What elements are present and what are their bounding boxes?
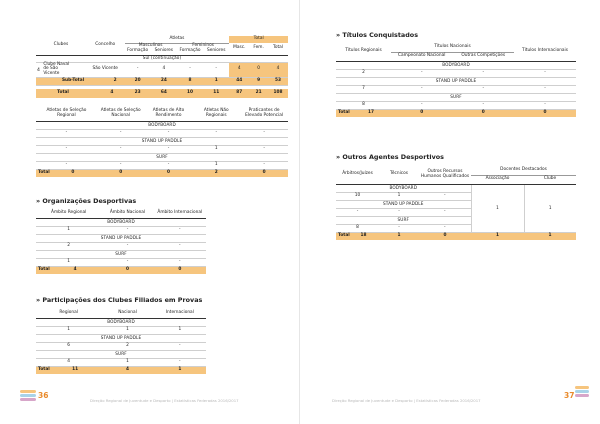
subtotal-val: 1 xyxy=(203,78,229,86)
total-val: 0 xyxy=(97,169,145,177)
header-selecao-regional: Atletas de Seleção Regional xyxy=(36,107,97,121)
titles-table xyxy=(336,43,576,117)
value-cell: - xyxy=(154,342,206,350)
club-val: - xyxy=(203,62,229,78)
subtotal-label xyxy=(36,78,125,86)
value-cell: - xyxy=(154,226,206,234)
value-cell: - xyxy=(154,242,206,250)
header-clube: Clube xyxy=(524,175,576,184)
total-label: Total xyxy=(36,266,49,274)
footer-text-right: Direção Regional de Juventude e Desporto | Estatísticas Federadas 2016/2017 xyxy=(332,398,481,403)
club-number: 4 xyxy=(37,68,40,74)
value-cell: - xyxy=(379,208,419,216)
discipline-label: BODYBOARD xyxy=(36,218,206,226)
header-masc: Masc. xyxy=(229,43,249,55)
page-number-left: 36 xyxy=(38,391,49,400)
value-cell: 2 xyxy=(336,69,391,77)
total-val: 11 xyxy=(203,89,229,98)
athlete-categories-table xyxy=(36,107,288,177)
subtotal-val: 53 xyxy=(268,78,288,86)
page-number-right: 37 xyxy=(564,391,575,400)
total-val: 108 xyxy=(268,89,288,98)
header-femininos: Femininos xyxy=(192,42,214,48)
header-titulos-internacionais: Títulos Internacionais xyxy=(514,43,576,61)
value-cell: - xyxy=(36,161,97,169)
value-cell: - xyxy=(391,85,453,93)
header-selecao-nacional: Atletas de Seleção Nacional xyxy=(97,107,145,121)
value-cell: - xyxy=(391,101,453,109)
total-val: 87 xyxy=(229,89,249,98)
total-val: 0 xyxy=(391,109,453,117)
value-cell: - xyxy=(101,242,153,250)
header-campeonato-nacional: Campeonato Nacional xyxy=(391,52,453,61)
value-cell: 1 xyxy=(101,358,153,366)
header-tecnicos: Técnicos xyxy=(379,166,419,184)
header-masculinos: Masculinos xyxy=(138,42,163,48)
total-val: 4 xyxy=(49,266,101,274)
total-val: 4 xyxy=(101,366,153,374)
value-cell: - xyxy=(379,224,419,232)
value-cell: 1 xyxy=(36,326,101,334)
value-cell: 1 xyxy=(36,226,101,234)
value-cell: 10 xyxy=(336,192,379,200)
participations-table xyxy=(36,309,206,374)
subtotal-val: 9 xyxy=(249,78,268,86)
total-val: 0 xyxy=(145,169,193,177)
header-fem: Fem. xyxy=(249,43,268,55)
value-cell: 4 xyxy=(36,358,101,366)
discipline-label: STAND UP PADDLE xyxy=(36,334,206,342)
header-nao-regionais: Atletas Não Regionais xyxy=(192,107,240,121)
header-seniores-m: Seniores xyxy=(151,49,177,55)
value-cell: 6 xyxy=(36,342,101,350)
header-ambito-regional: Âmbito Regional xyxy=(36,209,101,218)
club-cell xyxy=(36,62,86,78)
value-cell: - xyxy=(154,358,206,366)
header-concelho: Concelho xyxy=(86,36,125,55)
total-val: 0 xyxy=(240,169,288,177)
total-val: 64 xyxy=(151,89,177,98)
subtotal-val: 20 xyxy=(125,78,151,86)
discipline-label: STAND UP PADDLE xyxy=(336,200,471,208)
header-regional: Regional xyxy=(36,309,101,318)
organizations-table xyxy=(36,209,206,274)
section-note: Sul (continuação) xyxy=(36,55,288,62)
header-arbitros: Árbitros/Juízes xyxy=(336,166,379,184)
total-val: 1 xyxy=(471,232,524,240)
value-cell: - xyxy=(336,208,379,216)
discipline-label: BODYBOARD xyxy=(36,121,288,129)
total-val: 11 xyxy=(49,366,101,374)
value-cell: - xyxy=(514,69,576,77)
header-total: Total xyxy=(229,36,288,43)
discipline-label: BODYBOARD xyxy=(336,184,471,192)
footer-text-left: Direção Regional de Juventude e Desporto | Estatísticas Federadas 2016/2017 xyxy=(90,398,239,403)
value-cell: - xyxy=(97,145,145,153)
header-formacao-m: Formação xyxy=(125,49,151,55)
discipline-label: STAND UP PADDLE xyxy=(36,137,288,145)
total-val: 17 xyxy=(351,109,391,117)
value-cell: - xyxy=(192,129,240,137)
discipline-label: STAND UP PADDLE xyxy=(336,77,576,85)
total-text: Total xyxy=(57,89,69,95)
value-cell: 8 xyxy=(336,101,391,109)
total-val: 10 xyxy=(177,89,203,98)
value-cell: - xyxy=(97,129,145,137)
total-val: 0 xyxy=(453,109,515,117)
header-internacional: Internacional xyxy=(154,309,206,318)
header-docentes: Docentes Destacados xyxy=(471,166,576,175)
club-val: 4 xyxy=(229,62,249,78)
value-cell: - xyxy=(419,208,471,216)
discipline-label: STAND UP PADDLE xyxy=(36,234,206,242)
stripe xyxy=(20,394,36,397)
discipline-label: BODYBOARD xyxy=(336,61,576,69)
total-val: 0 xyxy=(419,232,471,240)
subtotal-text: Sub-Total xyxy=(61,78,85,84)
total-val: 0 xyxy=(101,266,153,274)
header-titulos-nacionais: Títulos Nacionais xyxy=(391,43,514,52)
subtotal-clubs: 2 xyxy=(113,78,117,84)
header-ambito-internacional: Âmbito Internacional xyxy=(154,209,206,218)
discipline-label: SURF xyxy=(336,216,471,224)
value-cell: - xyxy=(240,161,288,169)
total-val: 1 xyxy=(379,232,419,240)
header-alto-rendimento: Atletas de Alto Rendimento xyxy=(145,107,193,121)
header-seniores-f: Seniores xyxy=(203,49,229,55)
value-cell: - xyxy=(453,101,515,109)
total-label: Total xyxy=(336,232,348,240)
value-cell: - xyxy=(154,258,206,266)
total-val: 1 xyxy=(154,366,206,374)
value-cell: 7 xyxy=(336,85,391,93)
value-cell: 1 xyxy=(192,161,240,169)
total-label-cell xyxy=(36,89,125,98)
value-cell: - xyxy=(453,69,515,77)
discipline-label: BODYBOARD xyxy=(36,318,206,326)
value-cell: - xyxy=(36,129,97,137)
total-val: 1 xyxy=(524,232,576,240)
header-elevado-potencial: Praticantes de Elevado Potencial xyxy=(240,107,288,121)
value-cell: - xyxy=(145,161,193,169)
value-cell: 1 xyxy=(154,326,206,334)
participations-title: » Participações dos Clubes Filiados em Provas xyxy=(36,296,203,304)
total-val: 2 xyxy=(192,169,240,177)
value-cell: - xyxy=(240,145,288,153)
value-cell: 1 xyxy=(192,145,240,153)
value-cell: - xyxy=(391,69,453,77)
club-val: 4 xyxy=(151,62,177,78)
value-cell: - xyxy=(240,129,288,137)
club-name: Clube Naval de São Vicente xyxy=(43,61,70,77)
total-label: Total xyxy=(336,109,351,117)
total-clubs: 4 xyxy=(110,89,114,95)
club-val: 0 xyxy=(249,62,268,78)
page-right xyxy=(300,0,600,424)
value-cell: 8 xyxy=(336,224,379,232)
header-outros-recursos: Outros Recursos Humanos Qualificados xyxy=(419,166,471,184)
header-ambito-nacional: Âmbito Nacional xyxy=(101,209,153,218)
stripe xyxy=(20,390,36,393)
value-cell: - xyxy=(145,129,193,137)
total-val: 0 xyxy=(154,266,206,274)
total-label: Total xyxy=(36,169,49,177)
value-cell: - xyxy=(419,224,471,232)
stripe xyxy=(575,390,589,393)
total-val: 0 xyxy=(514,109,576,117)
value-cell: - xyxy=(514,85,576,93)
subtotal-val: 24 xyxy=(151,78,177,86)
header-clubes: Clubes xyxy=(36,36,86,55)
discipline-label: SURF xyxy=(36,153,288,161)
docentes-clube: 1 xyxy=(524,184,576,232)
header-associacao: Associação xyxy=(471,175,524,184)
total-val: 23 xyxy=(125,89,151,98)
value-cell: 2 xyxy=(36,242,101,250)
discipline-label: SURF xyxy=(36,350,206,358)
value-cell: 1 xyxy=(36,258,101,266)
value-cell: 1 xyxy=(101,326,153,334)
total-label: Total xyxy=(36,366,49,374)
stripe xyxy=(575,394,589,397)
value-cell: - xyxy=(36,145,97,153)
stripe xyxy=(575,386,589,389)
club-val: - xyxy=(177,62,203,78)
header-formacao-f: Formação xyxy=(177,49,203,55)
club-val: - xyxy=(125,62,151,78)
discipline-label: SURF xyxy=(336,93,576,101)
value-cell: - xyxy=(145,145,193,153)
value-cell: - xyxy=(101,226,153,234)
athletes-by-club-table xyxy=(36,36,288,98)
docentes-associacao: 1 xyxy=(471,184,524,232)
header-outras-competicoes: Outras Competições xyxy=(453,52,515,61)
value-cell: 1 xyxy=(379,192,419,200)
value-cell: - xyxy=(453,85,515,93)
total-val: 18 xyxy=(348,232,379,240)
club-val: 4 xyxy=(268,62,288,78)
header-atletas: Atletas xyxy=(125,36,230,43)
header-nacional: Nacional xyxy=(101,309,153,318)
subtotal-val: 8 xyxy=(177,78,203,86)
total-val: 21 xyxy=(249,89,268,98)
total-val: 0 xyxy=(49,169,97,177)
org-title: » Organizações Desportivas xyxy=(36,197,137,205)
subtotal-val: 44 xyxy=(229,78,249,86)
agents-title: » Outros Agentes Desportivos xyxy=(336,153,444,161)
club-concelho: São Vicente xyxy=(86,62,125,78)
titles-title: » Títulos Conquistados xyxy=(336,31,419,39)
value-cell: - xyxy=(514,101,576,109)
agents-table xyxy=(336,166,576,240)
header-tot: Total xyxy=(268,43,288,55)
value-cell: 2 xyxy=(101,342,153,350)
value-cell: - xyxy=(97,161,145,169)
discipline-label: SURF xyxy=(36,250,206,258)
header-titulos-regionais: Títulos Regionais xyxy=(336,43,391,61)
value-cell: - xyxy=(419,192,471,200)
stripe xyxy=(20,398,36,401)
value-cell: - xyxy=(101,258,153,266)
